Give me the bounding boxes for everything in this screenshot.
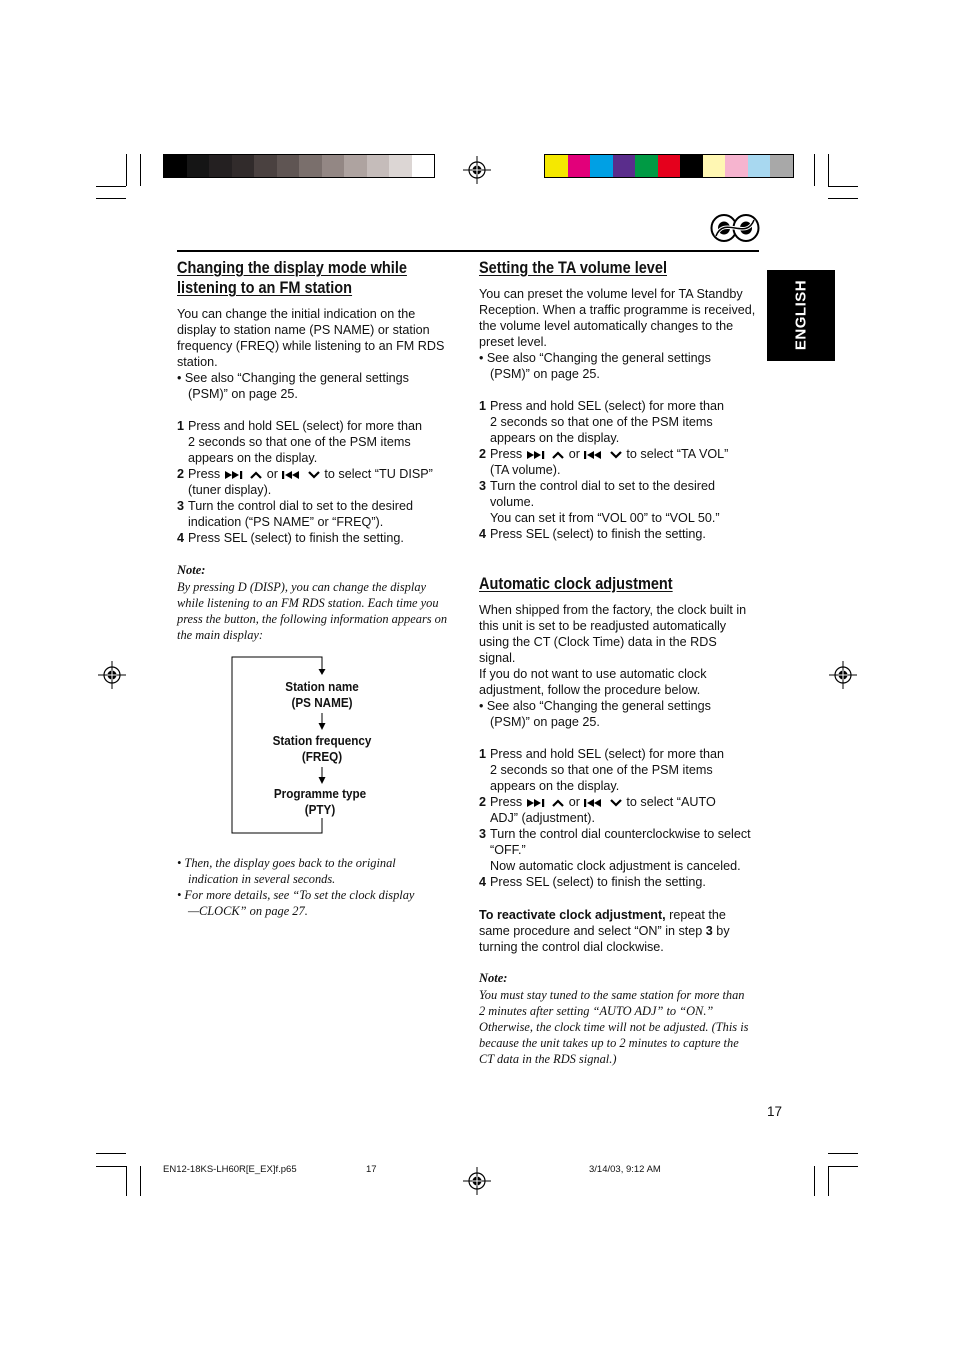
color-swatch bbox=[299, 155, 322, 177]
process-color-bar bbox=[544, 154, 794, 178]
diagram-item-ps-name: Station name (PS NAME) bbox=[285, 679, 359, 710]
left-note-label: Note: bbox=[177, 563, 206, 577]
skip-forward-icon bbox=[526, 450, 548, 460]
clock-intro: When shipped from the factory, the clock built in this unit is set to be readjusted automatically using the CT (Clock Time) data in the RDS signal. If you do not want to use automatic clock adjustment, follow the procedure below. • See also “Changing the general settings (PSM)” on page 25. bbox=[479, 603, 747, 729]
chevron-down-icon bbox=[609, 450, 623, 460]
step-item: 4 Press SEL (select) to finish the setting. bbox=[479, 875, 706, 889]
color-swatch bbox=[412, 155, 435, 177]
color-swatch bbox=[613, 155, 636, 177]
right-note: You must stay tuned to the same station for more than 2 minutes after setting “AUTO ADJ” to “ON.” Otherwise, the clock time will not be adjusted. (This is because the unit takes up to 2 minutes to capture the CT data in the RDS signal.) bbox=[479, 988, 749, 1066]
color-swatch bbox=[254, 155, 277, 177]
diagram-item-freq: Station frequency (FREQ) bbox=[272, 733, 372, 764]
left-steps: 1 Press and hold SEL (select) for more than 2 seconds so that one of the PSM items appears on the display. 2 Press or to select “TU DISP” (tuner display). 3 Turn the control dial to set to the desired indication (“PS NAME” or “FREQ”). 4 Press SEL (select) to finish the setting. bbox=[177, 419, 433, 545]
footer-filename: EN12-18KS-LH60R[E_EX]f.p65 bbox=[163, 1164, 297, 1175]
chevron-down-icon bbox=[307, 470, 321, 480]
ta-intro: You can preset the volume level for TA Standby Reception. When a traffic programme is received, the volume level automatically changes to the preset level. • See also “Changing the general settings (PSM)” on page 25. bbox=[479, 287, 756, 381]
color-swatch bbox=[344, 155, 367, 177]
footer-page: 17 bbox=[366, 1164, 377, 1175]
grayscale-color-bar bbox=[163, 154, 435, 178]
page-number: 17 bbox=[767, 1104, 783, 1119]
ta-volume-heading: Setting the TA volume level bbox=[479, 259, 667, 277]
step-item: 1 Press and hold SEL (select) for more than bbox=[479, 747, 725, 761]
step-item: 3 Turn the control dial to set to the desired bbox=[479, 479, 715, 493]
skip-forward-icon bbox=[224, 470, 246, 480]
chevron-up-icon bbox=[551, 798, 565, 808]
color-swatch bbox=[322, 155, 345, 177]
color-swatch bbox=[770, 155, 793, 177]
color-swatch bbox=[725, 155, 748, 177]
left-note: By pressing D (DISP), you can change the display while listening to an FM RDS station. Each time you press the button, the following information appears on the main display: bbox=[177, 580, 448, 642]
language-tab-label: ENGLISH bbox=[792, 279, 810, 351]
skip-back-icon bbox=[583, 798, 605, 808]
chevron-up-icon bbox=[551, 450, 565, 460]
color-swatch bbox=[389, 155, 412, 177]
registration-target-icon bbox=[829, 661, 857, 689]
chevron-up-icon bbox=[249, 470, 263, 480]
skip-back-icon bbox=[583, 450, 605, 460]
right-note-label: Note: bbox=[479, 971, 508, 985]
registration-target-icon bbox=[463, 1167, 491, 1195]
disc-logo-icon bbox=[710, 211, 760, 245]
step-item: 3 Turn the control dial counterclockwise to select bbox=[479, 827, 751, 841]
color-swatch bbox=[367, 155, 390, 177]
step-item: 2 Press or to select “TA VOL” bbox=[479, 447, 729, 461]
color-swatch bbox=[187, 155, 210, 177]
skip-forward-icon bbox=[526, 798, 548, 808]
color-swatch bbox=[209, 155, 232, 177]
left-after-bullets: • Then, the display goes back to the original indication in several seconds. • For more details, see “To set the clock display —CLOCK” on page 27. bbox=[177, 856, 415, 918]
color-swatch bbox=[568, 155, 591, 177]
color-swatch bbox=[545, 155, 568, 177]
step-item: 3 Turn the control dial to set to the desired bbox=[177, 499, 413, 513]
color-swatch bbox=[680, 155, 703, 177]
registration-target-icon bbox=[463, 156, 491, 184]
step-item: 1 Press and hold SEL (select) for more than bbox=[177, 419, 423, 433]
chevron-down-icon bbox=[609, 798, 623, 808]
step-item: 4 Press SEL (select) to finish the setting. bbox=[177, 531, 404, 545]
reactivate-paragraph: To reactivate clock adjustment, repeat the same procedure and select “ON” in step 3 by turning the control dial clockwise. bbox=[479, 908, 730, 954]
step-item: 2 Press or to select “TU DISP” bbox=[177, 467, 433, 481]
left-section-heading: Changing the display mode while listening to an FM station bbox=[177, 259, 407, 297]
ta-steps: 1 Press and hold SEL (select) for more than 2 seconds so that one of the PSM items appears on the display. 2 Press or to select “TA VOL” (TA volume). 3 Turn the control dial to set to the desired volume. You can set it from “VOL 00” to “VOL 50.” 4 Press SEL (select) to finish the setting. bbox=[479, 399, 729, 541]
left-intro: You can change the initial indication on the display to station name (PS NAME) or station frequency (FREQ) while listening to an FM RDS station. • See also “Changing the general settings (PSM)” on page 25. bbox=[177, 307, 445, 401]
clock-steps: 1 Press and hold SEL (select) for more than 2 seconds so that one of the PSM items appears on the display. 2 Press or to select “AUTO ADJ” (adjustment). 3 Turn the control dial counterclockwise to select “OFF.” Now automatic clock adjustment is canceled. 4 Press SEL (select) to finish the setting. bbox=[479, 747, 751, 889]
color-swatch bbox=[748, 155, 771, 177]
color-swatch bbox=[277, 155, 300, 177]
clock-heading: Automatic clock adjustment bbox=[479, 575, 673, 593]
color-swatch bbox=[658, 155, 681, 177]
step-item: 1 Press and hold SEL (select) for more than bbox=[479, 399, 725, 413]
registration-target-icon bbox=[98, 661, 126, 689]
color-swatch bbox=[635, 155, 658, 177]
footer-date: 3/14/03, 9:12 AM bbox=[589, 1164, 661, 1175]
step-item: 2 Press or to select “AUTO bbox=[479, 795, 716, 809]
language-tab bbox=[767, 270, 835, 361]
color-swatch bbox=[703, 155, 726, 177]
color-swatch bbox=[590, 155, 613, 177]
header-rule bbox=[177, 250, 759, 252]
step-item: 4 Press SEL (select) to finish the setting. bbox=[479, 527, 706, 541]
skip-back-icon bbox=[281, 470, 303, 480]
color-swatch bbox=[232, 155, 255, 177]
color-swatch bbox=[164, 155, 187, 177]
diagram-item-pty: Programme type (PTY) bbox=[273, 786, 367, 817]
